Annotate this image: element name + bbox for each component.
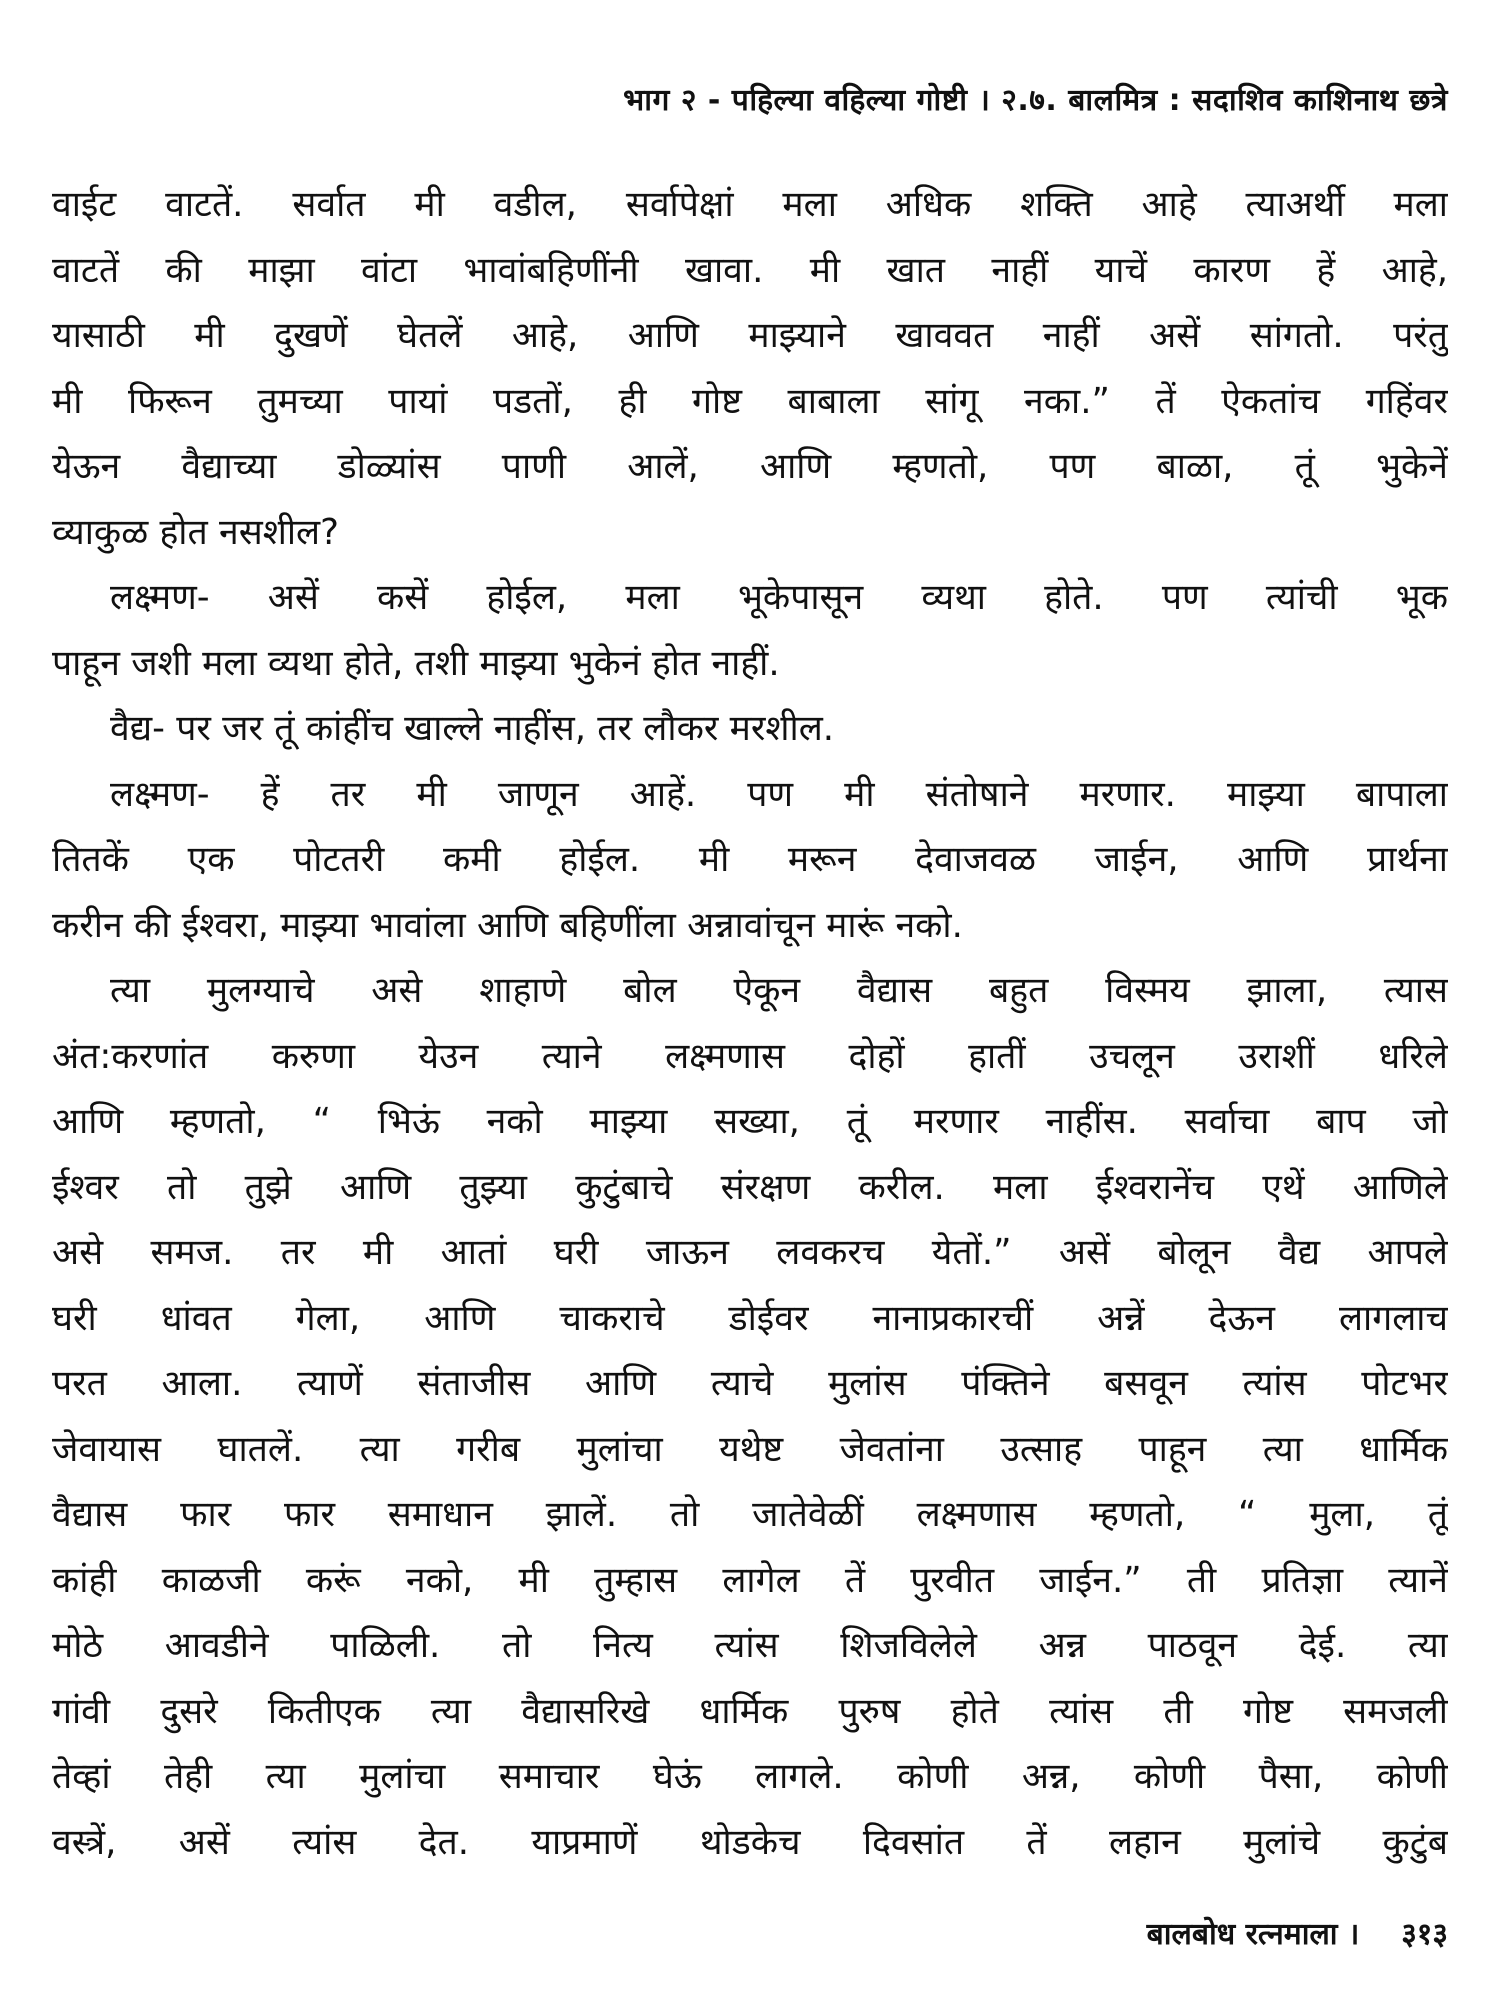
text-line: वाटतें की माझा वांटा भावांबहिणींनी खावा. मी खात नाहीं याचें कारण हें आहे, bbox=[52, 249, 1448, 291]
text-line: ईश्वर तो तुझे आणि तुझ्या कुटुंबाचे संरक्षण करील. मला ईश्वरानेंच एथें आणिले bbox=[52, 1166, 1448, 1208]
running-header bbox=[200, 78, 1448, 119]
text-line: येऊन वैद्याच्या डोळ्यांस पाणी आलें, आणि म्हणतो, पण बाळा, तूं भुकेनें bbox=[52, 446, 1448, 487]
book-title: बालबोध रत्नमाला । bbox=[1146, 1917, 1360, 1952]
text-line: वाईट वाटतें. सर्वात मी वडील, सर्वापेक्षां मला अधिक शक्ति आहे त्याअर्थी मला bbox=[52, 184, 1448, 225]
text-line: पाहून जशी मला व्यथा होते, तशी माझ्या भुकेनं होत नाहीं. bbox=[52, 642, 780, 684]
text-line: लक्ष्मण- असें कसें होईल, मला भूकेपासून व्यथा होते. पण त्यांची भूक bbox=[110, 577, 1448, 618]
text-line: मोठे आवडीने पाळिली. तो नित्य त्यांस शिजविलेले अन्न पाठवून देई. त्या bbox=[52, 1625, 1448, 1666]
page-number: ३१३ bbox=[1401, 1917, 1448, 1952]
text-line: असे समज. तर मी आतां घरी जाऊन लवकरच येतों.” असें बोलून वैद्य आपले bbox=[52, 1232, 1448, 1273]
text-line: त्या मुलग्याचे असे शाहाणे बोल ऐकून वैद्यास बहुत विस्मय झाला, त्यास bbox=[110, 970, 1448, 1011]
page-footer bbox=[1147, 1912, 1448, 1953]
text-line: आणि म्हणतो, “ भिऊं नको माझ्या सख्या, तूं मरणार नाहींस. सर्वाचा बाप जो bbox=[52, 1101, 1448, 1142]
text-line: परत आला. त्याणें संताजीस आणि त्याचे मुलांस पंक्तिने बसवून त्यांस पोटभर bbox=[52, 1363, 1448, 1404]
text-line: घरी धांवत गेला, आणि चाकराचे डोईवर नानाप्रकारचीं अन्नें देऊन लागलाच bbox=[52, 1297, 1448, 1339]
text-line: तितकें एक पोटतरी कमी होईल. मी मरून देवाजवळ जाईन, आणि प्रार्थना bbox=[52, 839, 1448, 880]
text-line: अंत:करणांत करुणा येउन त्याने लक्ष्मणास दोहों हातीं उचलून उराशीं धरिले bbox=[52, 1035, 1448, 1077]
text-line: तेव्हां तेही त्या मुलांचा समाचार घेऊं लागले. कोणी अन्न, कोणी पैसा, कोणी bbox=[52, 1756, 1448, 1797]
text-line: वैद्य- पर जर तूं कांहींच खाल्ले नाहींस, तर लौकर मरशील. bbox=[110, 708, 835, 749]
text-line: मी फिरून तुमच्या पायां पडतों, ही गोष्ट बाबाला सांगू नका.” तें ऐकतांच गहिंवर bbox=[52, 380, 1448, 422]
text-line: करीन की ईश्वरा, माझ्या भावांला आणि बहिणींला अन्नावांचून मारूं नको. bbox=[52, 904, 963, 946]
text-line: यासाठी मी दुखणें घेतलें आहे, आणि माझ्याने खाववत नाहीं असें सांगतो. परंतु bbox=[52, 315, 1448, 356]
text-line: लक्ष्मण- हें तर मी जाणून आहें. पण मी संतोषाने मरणार. माझ्या बापाला bbox=[110, 773, 1448, 815]
running-title: भाग २ - पहिल्या वहिल्या गोष्टी । २.७. बालमित्र : सदाशिव काशिनाथ छत्रे bbox=[623, 83, 1448, 118]
text-line: वस्त्रें, असें त्यांस देत. याप्रमाणें थोडकेच दिवसांत तें लहान मुलांचे कुटुंब bbox=[52, 1821, 1448, 1863]
text-line: गांवी दुसरे कितीएक त्या वैद्यासरिखे धार्मिक पुरुष होते त्यांस ती गोष्ट समजली bbox=[52, 1690, 1448, 1732]
text-line: वैद्यास फार फार समाधान झालें. तो जातेवेळीं लक्ष्मणास म्हणतो, “ मुला, तूं bbox=[52, 1494, 1448, 1535]
text-line: व्याकुळ होत नसशील? bbox=[52, 511, 339, 553]
text-line: कांही काळजी करूं नको, मी तुम्हास लागेल तें पुरवीत जाईन.” ती प्रतिज्ञा त्यानें bbox=[52, 1559, 1448, 1601]
text-line: जेवायास घातलें. त्या गरीब मुलांचा यथेष्ट जेवतांना उत्साह पाहून त्या धार्मिक bbox=[52, 1428, 1448, 1470]
page-body bbox=[52, 172, 1448, 1875]
